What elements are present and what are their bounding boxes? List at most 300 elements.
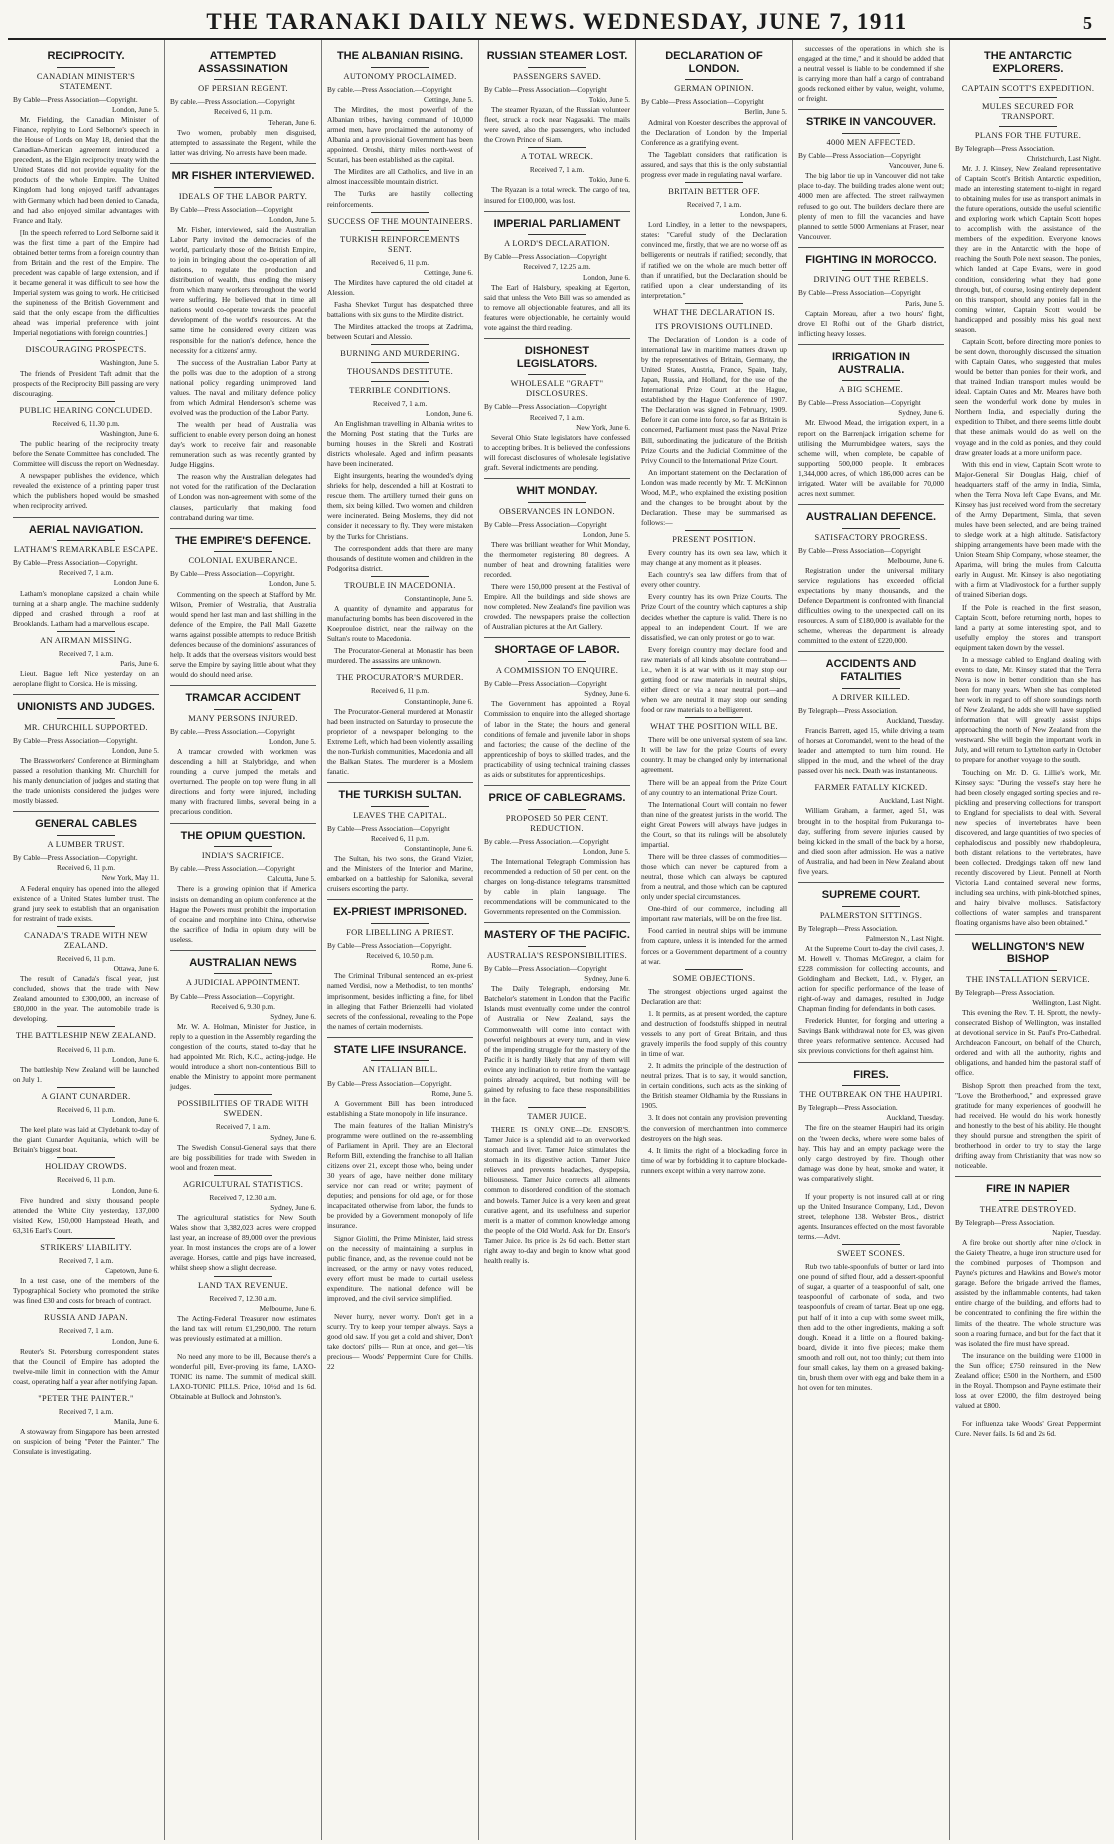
divider-rule (57, 1026, 115, 1027)
article-subheading: MULES SECURED FOR TRANSPORT. (981, 102, 1075, 122)
article-paragraph: The result of Canada's fiscal year, just concluded, shows that the trade with New Zealand amounted to £300,000, an increase of £80,000 in the year. The automobile trade is developing. (13, 974, 159, 1024)
article-dateline: London, June 5. (111, 746, 159, 756)
article-subheading: THE PROCURATOR'S MURDER. (336, 673, 464, 683)
news-column-5 (636, 40, 793, 1840)
divider-rule (57, 835, 115, 836)
article-headline: RUSSIAN STEAMER LOST. (486, 50, 628, 62)
article-dateline: By Cable—Press Association—Copyright (327, 823, 450, 833)
divider-rule (214, 1094, 272, 1095)
article-dateline: By Cable—Press Association—Copyright (484, 519, 607, 529)
article-dateline: Received 6, 9.30 p.m. (211, 1001, 275, 1011)
article-headline: AERIAL NAVIGATION. (28, 523, 144, 536)
divider-rule (57, 401, 115, 402)
article-dateline: Received 6, 11 p.m. (370, 833, 430, 843)
article-paragraph: There were 150,000 present at the Festival of Empire. All the buildings and side shows are now completed. New Zealand's fine pavilion was crowded. The newspapers praise the collection of Australian pictures at the Art Gallery. (484, 582, 630, 632)
divider-rule (57, 1087, 115, 1088)
divider-rule (528, 946, 586, 947)
divider-rule (528, 234, 586, 235)
divider-rule (685, 717, 743, 718)
article-subheading: TERRIBLE CONDITIONS. (349, 385, 451, 395)
article-headline: THE OPIUM QUESTION. (180, 829, 306, 842)
article-dateline: Ottawa, June 6. (113, 964, 159, 974)
divider-rule (57, 631, 115, 632)
article-dateline: Melbourne, June 6. (259, 1303, 316, 1313)
article-subheading: MANY PERSONS INJURED. (188, 713, 298, 723)
article-dateline: By cable.—Press Association.—Copyright (170, 864, 295, 874)
article-paragraph: Commenting on the speech at Stafford by Mr. Wilson, Premier of Westralia, that Australia would spend her last man and last shilling in the defence of the Empire, the Pall Mall Gazette warns against possible attempts to reduce British defences because of the dominions' assurances of help. It adds that the overseas visitors would best serve the Empire by saying little about what they would do should need arise. (170, 589, 316, 680)
article-divider (484, 338, 630, 339)
article-dateline: By cable.—Press Association.—Copyright (170, 726, 295, 736)
article-headline: MASTERY OF THE PACIFIC. (484, 929, 630, 942)
divider-rule (842, 906, 900, 907)
article-paragraph: There will be one universal system of sea law. It will be law for the prize Courts of every country. It may be changed only by international agreement. (641, 735, 787, 775)
article-divider (484, 785, 630, 786)
article-divider (327, 782, 473, 783)
article-subheading: COLONIAL EXUBERANCE. (188, 556, 298, 566)
article-paragraph: A fire broke out shortly after nine o'clock in the Gaiety Theatre, a huge iron structure used for the combined purposes of Thompson and Payne's pictures and Hawkins and Bowe's motor garage. Before the brigade arrived the flames, assisted by the inflammable contents, had taken entire charge of the building, and efforts had to be concentrated to confining the fire within the limits of the theatre. The whole structure was soon a roaring furnace, and but for the fact that it was isolated the fire must have spread. (955, 1238, 1101, 1348)
article-dateline: By Cable—Press Association—Copyright. (327, 941, 452, 951)
article-dateline: By Cable—Press Association—Copyright. (13, 853, 138, 863)
article-paragraph: There will be three classes of commodities—those which can never be captured from a neutral, those which can always be captured from a neutral, and those which can be captured only under special circumstances. (641, 851, 787, 902)
article-subheading: WHAT THE DECLARATION IS. (653, 307, 775, 317)
article-paragraph: Admiral von Koester describes the approval of the Declaration of London by the Imperial Conference as a gratifying event. (641, 117, 787, 147)
article-subheading: FOR LIBELLING A PRIEST. (346, 928, 454, 938)
divider-rule (214, 551, 272, 552)
article-headline: FIRE IN NAPIER (986, 1183, 1070, 1196)
article-headline: DISHONEST LEGISLATORS. (516, 344, 598, 370)
article-subheading: SOME OBJECTIONS. (672, 973, 756, 983)
article-subheading: AUTONOMY PROCLAIMED. (343, 71, 457, 81)
article-subheading: AUSTRALIA'S RESPONSIBILITIES. (486, 950, 628, 960)
article-paragraph: The International Court will contain no fewer than nine of the greatest jurists in the world. The eight Great Powers will always have judges in the Court, so that its rulings will be absolutely impartial. (641, 799, 787, 849)
article-paragraph: A quantity of dynamite and apparatus for manufacturing bombs has been discovered in the Koeprouloe district, near the railway on the Sultan's route to Macedonia. (327, 603, 473, 644)
article-paragraph: With this end in view, Captain Scott wrote to Major-General Sir Douglas Haig, chief of headquarters staff of the army in India, Simla, when the Terra Nova left Cape Evans, and Mr. Kinsey has just received word from the secretary of the Army Department, Simla, that seven mules have been selected, and are being trained to sledge work at a high altitude. Satisfactory shipping arrangements have been made with the Union Steam Ship Company, whose steamer, the Aparima, will bring the mules from Calcutta early in August. Mr. Kinsey is also negotiating with a firm at Vladivostock for a further supply of trained Siberian dogs. (955, 459, 1101, 600)
divider-rule (842, 1244, 900, 1245)
article-paragraph: Fasha Shevket Turgut has despatched three battalions with six guns to the Mirdite district. (327, 300, 473, 320)
article-dateline: Received 6, 11 p.m. (56, 863, 116, 873)
article-paragraph: The International Telegraph Commission has recommended a reduction of 50 per cent. on the charges on long-distance telegrams transmitted by cable in plain language. The recommendations will be communicated to the Governments represented on the Commission. (484, 856, 630, 917)
article-divider (484, 478, 630, 479)
divider-rule (371, 381, 429, 382)
article-divider (13, 517, 159, 518)
article-paragraph: A Federal enquiry has opened into the alleged existence of a United States lumber trust. The grand jury seek to establish that an organisation for restraint of trade exists. (13, 883, 159, 923)
article-headline: WELLINGTON'S NEW BISHOP (971, 940, 1085, 966)
divider-rule (842, 133, 900, 134)
article-dateline: Received 7, 1 a.m. (215, 1122, 271, 1132)
article-subheading: AN ITALIAN BILL. (362, 1065, 438, 1075)
article-dateline: Rome, June 6. (431, 961, 473, 971)
article-dateline: Received 7, 1 a.m. (58, 1255, 114, 1265)
divider-rule (371, 923, 429, 924)
article-dateline: Received 6, 11 p.m. (56, 1044, 116, 1054)
article-dateline: London, June 5. (268, 736, 316, 746)
article-dateline: Melbourne, June 6. (887, 555, 944, 565)
article-divider (327, 1037, 473, 1038)
article-paragraph: 2. It admits the principle of the destruction of neutral prizes. That is to say, it would sanction, in certain conditions, such acts as the sinking of the British steamer Oldhamia by the Russians in 1905. (641, 1061, 787, 1111)
article-dateline: Received 6, 11 p.m. (370, 257, 430, 267)
article-dateline: By Cable—Press Association—Copyright. (170, 991, 295, 1001)
article-paragraph: The battleship New Zealand will be launched on July 1. (13, 1064, 159, 1084)
divider-rule (214, 973, 272, 974)
divider-rule (528, 374, 586, 375)
article-divider (955, 1176, 1101, 1177)
masthead (8, 0, 1106, 40)
article-headline: DECLARATION OF LONDON. (665, 50, 763, 75)
article-paragraph: Every country has its own Prize Courts. The Prize Court of the country which captures a ship decides whether the capture is valid. There is no appeal to an independent Court. If we are dissatisfied, we can only protest or go to war. (641, 592, 787, 642)
article-dateline: By Cable—Press Association—Copyright (798, 545, 921, 555)
article-dateline: Washington, June 6. (100, 428, 159, 438)
article-dateline: By Cable—Press Association—Copyright. (13, 94, 138, 104)
article-headline: UNIONISTS AND JUDGES. (17, 701, 155, 714)
article-paragraph: The Mirdites have captured the old citadel at Alession. (327, 278, 473, 298)
article-paragraph: Captain Scott, before directing more ponies to be sent down, thoroughly discussed the situation with Captain Oates, who suggested that mules would be better than ponies for their work, and that trained Indian transport mules would be ideal. Captain Oates and Mr. Meares have both seen the wonderful work done by mules in Northern India, and especially during the expedition to Thibet, and there seems little doubt that these animals would do as well on the voyage and in the cold as ponies, and they could draw greater loads at a more uniform pace. (955, 336, 1101, 457)
article-subheading: "PETER THE PAINTER." (38, 1393, 134, 1403)
article-subheading: THOUSANDS DESTITUTE. (346, 367, 454, 377)
article-dateline: By Telegraph—Press Association. (798, 923, 898, 933)
article-paragraph: An Englishman travelling in Albania writes to the Morning Post stating that the Turks are burning houses in the Skreli and Kostrati districts wholesale. Aged and infirm peasants have been incinerated. (327, 418, 473, 469)
divider-rule (999, 79, 1057, 80)
article-paragraph: 3. It does not contain any provision preventing the conversion of merchantmen into commerce destroyers on the high seas. (641, 1113, 787, 1143)
article-dateline: By Cable—Press Association—Copyright. (13, 558, 138, 568)
article-dateline: Received 7, 1 a.m. (529, 165, 585, 175)
article-paragraph: An important statement on the Declaration of London was made recently by Mr. T. McKinnon Wood, M.P., who explained the existing position and the changes to be brought about by the Declaration. These may be summarised as follows:— (641, 467, 787, 528)
divider-rule (57, 1389, 115, 1390)
article-dateline: By Cable—Press Association—Copyright. (170, 569, 295, 579)
divider-rule (371, 344, 429, 345)
article-dateline: Constantinople, June 5. (404, 593, 473, 603)
article-dateline: Berlin, June 5. (744, 107, 787, 117)
article-paragraph: 4. It limits the right of a blockading force in time of war by forbidding it to capture blockade-runners except within a very narrow zone. (641, 1145, 787, 1175)
article-subheading: 4000 MEN AFFECTED. (826, 138, 916, 148)
article-subheading: CAPTAIN SCOTT'S EXPEDITION. (961, 84, 1095, 94)
article-headline: IRRIGATION IN AUSTRALIA. (831, 350, 910, 376)
article-subheading: TURKISH REINFORCEMENTS SENT. (340, 234, 460, 254)
article-dateline: Received 7, 1 a.m. (529, 412, 585, 422)
article-dateline: Wellington, Last Night. (1032, 997, 1101, 1007)
article-paragraph: A newspaper publishes the evidence, which revealed the existence of a printing paper trust which the publishers hoped would be smashed when reciprocity arrived. (13, 471, 159, 511)
article-headline: AUSTRALIAN NEWS (189, 956, 297, 969)
article-divider (170, 950, 316, 951)
article-paragraph: The Procurator-General murdered at Monastir had been instructed on Saturday to prosecute the proprietor of a newspaper belonging to the Extreme Left, which had been violently assailing the non-Turkish communities, Macedonia and all the Balkan States. The murderer is a Moslem fanatic. (327, 706, 473, 777)
divider-rule (528, 809, 586, 810)
article-divider (484, 637, 630, 638)
article-dateline: Sydney, June 6. (270, 1011, 316, 1021)
news-columns (8, 40, 1106, 1840)
article-dateline: Received 6, 11 p.m. (213, 107, 273, 117)
article-subheading: OBSERVANCES IN LONDON. (499, 506, 615, 516)
article-dateline: Sydney, June 6. (898, 408, 944, 418)
article-paragraph: The Tageblatt considers that ratification is assured, and says that this is the only substantial progress ever made in regulating naval warfare. (641, 149, 787, 179)
article-paragraph: William Graham, a farmer, aged 51, was brought in to the hospital from Pukuranga to-day, suffering from severe injuries caused by being kicked in the small of the back by a horse, and died soon after admission. He was a native of Australia, and had been in New Zealand about five years. (798, 806, 944, 876)
article-subheading: SWEET SCONES. (837, 1249, 905, 1259)
divider-rule (528, 1107, 586, 1108)
article-subheading: A COMMISSION TO ENQUIRE. (495, 666, 619, 676)
article-paragraph: The Brassworkers' Conference at Birmingham passed a resolution thanking Mr. Churchill for his manly denunciation of judges and stating that the trade unionists considered the judges were mostly biassed. (13, 756, 159, 806)
article-dateline: By Cable—Press Association—Copyright (170, 204, 293, 214)
article-paragraph: The strongest objections urged against the Declaration are that: (641, 986, 787, 1006)
article-paragraph: [In the speech referred to Lord Selborne said it was the first time a part of the Empire had obtained better terms from a foreign country than from Britain and the rest of the Empire. The precedent was capable of large extension, and if it became general it was difficult to see how the Imperial system was going to work. He criticised the supineness of the British Government and said that the only escape from the difficulties ahead was imperial preference with joint Imperial negotiations with foreign countries.] (13, 227, 159, 338)
article-subheading: A LORD'S DECLARATION. (504, 239, 610, 249)
article-paragraph: The Earl of Halsbury, speaking at Egerton, said that unless the Veto Bill was so amended as to remove all objectionable features, and all its features were objectionable, he certainly would vote against the third reading. (484, 282, 630, 332)
article-dateline: By Telegraph—Press Association. (955, 987, 1055, 997)
article-dateline: Cettinge, June 5. (423, 94, 473, 104)
article-paragraph: successes of the operations in which she is engaged at the time," and it should be added that a neutral vessel is liable to be condemned if she is carrying more than half a cargo of contraband goods reckoned either by value, weight, volume, or freight. (798, 44, 944, 104)
divider-rule (528, 502, 586, 503)
news-column-3 (322, 40, 479, 1840)
article-subheading: SATISFACTORY PROGRESS. (814, 532, 928, 542)
article-subheading: WHAT THE POSITION WILL BE. (650, 722, 778, 732)
article-paragraph: Lord Lindley, in a letter to the newspapers, states: "Careful study of the Declaration convinced me, firstly, that we are no worse off as belligerents or neutrals if ratified; secondly, that if ratified we on the whole are much better off than if unratified, but the Declaration should be ratified upon a clear understanding of its interpretation." (641, 220, 787, 300)
article-divider (798, 1062, 944, 1063)
article-subheading: PRESENT POSITION. (672, 535, 756, 545)
divider-rule (57, 67, 115, 68)
article-paragraph: The main features of the Italian Ministry's programme were outlined on the re-assembling of Parliament in April. They are an Electoral Reform Bill, extending the franchise to all Italian citizens over 21, except those who, being under 30 years of age, have neither done military service nor can read or write; payment of deputies; and pensions for old age, or for those incapacitated otherwise from labor, the funds to be provided by a Government monopoly of life insurance. (327, 1120, 473, 1231)
article-paragraph: There will be an appeal from the Prize Court of any country to an international Prize Court. (641, 777, 787, 797)
article-paragraph: The reason why the Australian delegates had not voted for the ratification of the Declaration of London was non-agreement with some of the clauses, particularly that making food contraband during war time. (170, 472, 316, 522)
article-paragraph: Never hurry, never worry. Don't get in a scurry. Try to keep your temper always. Says a good old saw. If you get a cold and shiver, Don't take doctors' pills— Run at once, and get—'tis precious— Woods' Peppermint Cure for Chills. 22 (327, 1311, 473, 1372)
article-paragraph: There was brilliant weather for Whit Monday, the thermometer registering 80 degrees. A number of heat and drowning fatalities were recorded. (484, 539, 630, 580)
divider-rule (57, 540, 115, 541)
article-headline: RECIPROCITY. (47, 50, 125, 62)
divider-rule (371, 212, 429, 213)
article-subheading: LAND TAX REVENUE. (197, 1280, 289, 1290)
divider-rule (214, 1276, 272, 1277)
article-paragraph: Registration under the universal military service regulations has exceeded official expectations by many thousands, and the Defence Department is confronted with financial difficulties owing to the unexpected call on its resources. A sum of £180,000 is available for the scheme, whereas the department is already committed to the extent of £220,000. (798, 565, 944, 646)
article-paragraph: The success of the Australian Labor Party at the polls was due to the adoption of a strong national policy regarding unimproved land values. The naval and military defence policy from which Admiral Henderson's scheme was evolved was the production of the Labor Party. (170, 357, 316, 417)
article-paragraph: Several Ohio State legislators have confessed to accepting bribes. It is believed the confessions will forecast disclosures of wholesale legislative graft. Several indictments are pending. (484, 432, 630, 472)
article-paragraph: There is a growing opinion that if America insists on demanding an opium conference at the Hague the Powers must prohibit the importation of cocaine and morphine into China, otherwise the sacrifice of India in opium duty will be useless. (170, 884, 316, 944)
article-divider (955, 934, 1101, 935)
divider-rule (999, 1200, 1057, 1201)
article-headline: THE ANTARCTIC EXPLORERS. (984, 50, 1072, 75)
article-subheading: CANADIAN MINISTER'S STATEMENT. (36, 71, 136, 91)
article-dateline: Capetown, June 6. (105, 1266, 159, 1276)
article-dateline: Washington, June 5. (100, 358, 159, 368)
article-dateline: Received 6, 11 p.m. (56, 1104, 116, 1114)
divider-rule (842, 528, 900, 529)
article-headline: PRICE OF CABLEGRAMS. (488, 791, 626, 804)
article-paragraph: A Government Bill has been introduced establishing a State monopoly in life insurance. (327, 1098, 473, 1118)
article-paragraph: The Procurator-General at Monastir has been murdered. The assassins are unknown. (327, 646, 473, 666)
article-paragraph: One-third of our commerce, including all important raw materials, will be on the free list. (641, 904, 787, 924)
article-dateline: Calcutta, June 5. (267, 874, 316, 884)
divider-rule (371, 67, 429, 68)
article-paragraph: The big labor tie up in Vancouver did not take place to-day. The building trades alone went out; 4000 men are affected. The street railwaymen refused to go out. The builders declare there are plenty of men to fill the vacancies and have planned to settle 5000 Armenians at Fraser, near Vancouver. (798, 171, 944, 241)
article-subheading: WHOLESALE "GRAFT" DISCLOSURES. (510, 379, 604, 399)
divider-rule (528, 147, 586, 148)
article-paragraph: Mr. Fisher, interviewed, said the Australian Labor Party invited the democracies of the world, particularly those of the British Empire, to join in bringing about the co-operation of all nations, to regulate the production and distribution of wealth, thus ending the misery from which many workers throughout the world were suffering. He believed that in time all nations would co-operate towards the peaceful development of the world's resources. At the same time he considered every citizen was responsible for the nation's defence, hence the necessity for a citizens' army. (170, 224, 316, 355)
divider-rule (371, 668, 429, 669)
article-subheading: CANADA'S TRADE WITH NEW ZEALAND. (24, 930, 148, 950)
article-headline: STRIKE IN VANCOUVER. (806, 116, 936, 129)
article-paragraph: In a test case, one of the members of the Typographical Society who promoted the strike was fined £30 and costs for breach of contract. (13, 1276, 159, 1306)
article-dateline: London, June 6. (425, 408, 473, 418)
article-dateline: Constantinople, June 6. (404, 696, 473, 706)
article-dateline: London, June 6. (111, 1054, 159, 1064)
divider-rule (57, 1157, 115, 1158)
article-dateline: Sydney, June 6. (270, 1203, 316, 1213)
article-dateline: Napier, Tuesday. (1052, 1227, 1101, 1237)
article-paragraph: For influenza take Woods' Great Peppermint Cure. Never fails. Is 6d and 2s 6d. (955, 1419, 1101, 1439)
divider-rule (371, 576, 429, 577)
article-subheading: A JUDICIAL APPOINTMENT. (185, 978, 301, 988)
divider-rule (685, 969, 743, 970)
article-subheading: PALMERSTON SITTINGS. (819, 910, 923, 920)
article-subheading: INDIA'S SACRIFICE. (201, 851, 285, 861)
article-divider (798, 109, 944, 110)
article-paragraph: Mr. Elwood Mead, the irrigation expert, in a report on the Barrenjack irrigation scheme for utilising the Murrumbidgee waters, says the scheme will, when complete, be capable of supporting 500,000 people. It embraces 1,344,000 acres, of which 186,000 acres can be irrigated. Water will be available for 70,000 acres next summer. (798, 418, 944, 498)
article-dateline: London, June 5. (582, 846, 630, 856)
article-dateline: By cable.—Press Association.—Copyright (327, 84, 452, 94)
article-dateline: London June 6. (113, 578, 159, 588)
article-paragraph: Lieut. Bague left Nice yesterday on an aeroplane flight to Corsica. He is missing. (13, 669, 159, 689)
article-paragraph: Each country's sea law differs from that of every other country. (641, 570, 787, 590)
article-headline: IMPERIAL PARLIAMENT (493, 217, 621, 230)
article-headline: TRAMCAR ACCIDENT (185, 692, 301, 705)
article-dateline: By Cable—Press Association—Copyright (798, 398, 921, 408)
news-column-2 (165, 40, 322, 1840)
article-divider (170, 685, 316, 686)
article-subheading: AN AIRMAN MISSING. (40, 635, 132, 645)
article-dateline: Received 7, 12.30 a.m. (209, 1293, 277, 1303)
article-headline: THE TURKISH SULTAN. (338, 789, 462, 802)
article-dateline: Received 6, 11 p.m. (56, 953, 116, 963)
article-paragraph: The Swedish Consul-General says that there are big possibilities for trade with Sweden in wool and frozen meat. (170, 1142, 316, 1172)
article-paragraph: A tramcar crowded with workmen was descending a hill at Stalybridge, and when rounding a curve jumped the metals and overturned. The people on top were flung in all directions and forty were injured, including many with fractured limbs, several being in a precarious condition. (170, 747, 316, 817)
article-dateline: New York, June 6. (576, 422, 630, 432)
divider-rule (371, 230, 429, 231)
article-dateline: By Cable—Press Association—Copyright. (327, 1078, 452, 1088)
article-dateline: Received 7, 1 a.m. (686, 200, 742, 210)
article-dateline: By Telegraph—Press Association. (955, 143, 1055, 153)
article-dateline: London, June 6. (582, 272, 630, 282)
article-divider (170, 528, 316, 529)
article-dateline: Teheran, June 6. (268, 117, 316, 127)
article-dateline: London, June 6. (111, 1115, 159, 1125)
article-dateline: By Cable—Press Association—Copyright (484, 679, 607, 689)
divider-rule (57, 1238, 115, 1239)
article-dateline: By Cable—Press Association—Copyright (798, 288, 921, 298)
article-paragraph: The Declaration of London is a code of international law in maritime matters drawn up by the representatives of Britain, Germany, the United States, Austria, France, Spain, Italy, Japan, Russia, and Holland, for the use of the International Prize Court at the Hague, established by the Hague Conference of 1907. The Declaration was signed in February, 1909. Before it can come into force, so far as Britain is concerned, Parliament must pass the Naval Prize Bill, subordinating the judicature of the British Prize Courts and the Judicial Committee of the Privy Council to the International Prize Court. (641, 334, 787, 465)
article-divider (13, 811, 159, 812)
article-dateline: Auckland, Tuesday. (886, 715, 944, 725)
divider-rule (371, 1060, 429, 1061)
article-subheading: PROPOSED 50 PER CENT. REDUCTION. (505, 813, 609, 833)
divider-rule (214, 187, 272, 188)
article-paragraph: No need any more to be ill, Because there's a wonderful pill, Ever-proving its fame, LAXO-TONIC its name. The summit of medical skill. LAXO-TONIC PILLS. Price, 10½d and 1s 6d. Obtainable at Bullock and Johnston's. (170, 1352, 316, 1402)
masthead-title: THE TARANAKI DAILY NEWS. WEDNESDAY, JUNE 7, 1911 (206, 9, 908, 34)
article-dateline: Tokio, June 5. (588, 94, 630, 104)
article-subheading: POSSIBILITIES OF TRADE WITH SWEDEN. (177, 1099, 309, 1119)
divider-rule (57, 718, 115, 719)
article-paragraph: The public hearing of the reciprocity treaty before the Senate Committee has concluded. The Committee will discuss the report on Wednesday. (13, 439, 159, 469)
article-paragraph: The Daily Telegraph, endorsing Mr. Batchelor's statement in London that the Pacific Islands must eventually come under the control of Australia or New Zealand, says the Commonwealth will come into contact with powerful neighbours at every turn, and in view of the impending struggle for the mastery of the Pacific it is hardly likely that any of them will evince any inclination to retire from the vantage points already acquired, but nothing will be gained by refusing to face these responsibilities in the face. (484, 984, 630, 1104)
article-dateline: Sydney, June 6. (584, 974, 630, 984)
article-subheading: SUCCESS OF THE MOUNTAINEERS. (327, 216, 473, 226)
article-divider (170, 163, 316, 164)
article-paragraph: The Turks are hastily collecting reinforcements. (327, 189, 473, 209)
article-divider (798, 882, 944, 883)
article-headline: MR FISHER INTERVIEWED. (171, 169, 315, 182)
article-paragraph: Food carried in neutral ships will be immune from capture, unless it is intended for the armed forces or a Government department of a country at war. (641, 926, 787, 966)
article-headline: WHIT MONDAY. (516, 484, 598, 497)
divider-rule (57, 1308, 115, 1309)
article-dateline: Received 7, 12.25 a.m. (523, 262, 591, 272)
article-subheading: THE OUTBREAK ON THE HAUPIRI. (799, 1090, 943, 1100)
article-paragraph: The insurance on the building were £1000 in the Sun office; £750 reinsured in the New Zealand office; £500 in the Northern, and £500 in the Royal. Thompson and Payne estimate their loss at over £2000, the film destroyed being valued at £800. (955, 1350, 1101, 1411)
article-subheading: PLANS FOR THE FUTURE. (974, 130, 1082, 140)
article-dateline: Received 7, 12.30 a.m. (209, 1192, 277, 1202)
article-headline: STATE LIFE INSURANCE. (333, 1043, 467, 1056)
article-headline: THE EMPIRE'S DEFENCE. (175, 534, 311, 547)
article-dateline: By Telegraph—Press Association. (955, 1217, 1055, 1227)
article-paragraph: If the Pole is reached in the first season, Captain Scott, before returning north, hopes to land a party at some interesting spot, and to usefully employ the stores and transport equipment taken down by the vessel. (955, 602, 1101, 652)
article-divider (798, 247, 944, 248)
article-subheading: TAMER JUICE. (527, 1112, 587, 1121)
article-subheading: PASSENGERS SAVED. (513, 71, 601, 81)
article-subheading: HOLIDAY CROWDS. (45, 1162, 127, 1172)
article-dateline: Received 6, 11 p.m. (370, 686, 430, 696)
article-subheading: A BIG SCHEME. (838, 385, 904, 395)
news-column-6 (793, 40, 950, 1840)
article-dateline: London, June 6. (111, 1336, 159, 1346)
article-subheading: A DRIVER KILLED. (831, 692, 911, 702)
article-paragraph: The wealth per head of Australia was sufficient to enable every person doing an honest day's work to receive fair and reasonable remuneration such as was recently granted by Judge Higgins. (170, 420, 316, 470)
article-paragraph: Reuter's St. Petersburg correspondent states that the Council of Empire has adopted the twelve-mile limit in connection with the Amur coast, operating half a year after notifying Japan. (13, 1346, 159, 1386)
article-dateline: Constantinople, June 6. (404, 844, 473, 854)
article-dateline: Auckland, Last Night. (879, 796, 944, 806)
article-dateline: By Cable—Press Association—Copyright (484, 84, 607, 94)
divider-rule (528, 67, 586, 68)
article-paragraph: Touching on Mr. D. G. Lillie's work, Mr. Kinsey says: "During the vessel's stay here he had been closely engaged sorting species and re-pickling and preserving collections for transport to England for specialists to deal with. Several new species of invertebrates have been discovered, and large quantities of two species of cephalodiscus and possibly new rhabdopleura, both distant relations to the vertebrates, have been collected. Dredgings taken off new land recently discovered by Lieut. Pennell at North Victoria Land contained several new forms, including sea urchins, with pink-blotched spines, and hairy bivalve molluscs. Satisfactory collections of water samples and transparent floating organisms have also been obtained." (955, 767, 1101, 928)
article-subheading: A TOTAL WRECK. (520, 152, 594, 162)
article-dateline: London, June 5. (268, 214, 316, 224)
divider-rule (999, 97, 1057, 98)
article-subheading: RUSSIA AND JAPAN. (44, 1313, 128, 1323)
article-dateline: Auckland, Tuesday. (886, 1113, 944, 1123)
divider-rule (371, 806, 429, 807)
article-divider (798, 651, 944, 652)
article-dateline: London, June 5. (268, 579, 316, 589)
article-dateline: Paris, June 5. (905, 298, 944, 308)
article-dateline: Received 7, 1 a.m. (58, 1326, 114, 1336)
article-dateline: By Cable—Press Association—Copyright. (13, 735, 138, 745)
divider-rule (528, 661, 586, 662)
article-divider (170, 823, 316, 824)
article-subheading: OF PERSIAN REGENT. (198, 84, 288, 94)
article-dateline: By Telegraph—Press Association. (798, 1103, 898, 1113)
article-dateline: London, June 6. (111, 1185, 159, 1195)
article-paragraph: Two women, probably men disguised, attempted to assassinate the Regent, while the latter was driving. No arrests have been made. (170, 127, 316, 157)
article-paragraph: Francis Barrett, aged 15, while driving a team of horses at Coromandel, went to the head of the leader and attempted to turn him round. He slipped in the mud, and the wheel of the dray passed over his neck. Death was instantaneous. (798, 725, 944, 776)
article-subheading: TROUBLE IN MACEDONIA. (344, 580, 456, 590)
article-paragraph: Latham's monoplane capsized a chain while turning at a sharp angle. The machine suddenly dipped and crashed through a roof at Brooklands. Latham had a marvellous escape. (13, 588, 159, 628)
article-dateline: By Cable—Press Association—Copyright (484, 964, 607, 974)
divider-rule (842, 270, 900, 271)
article-paragraph: The Acting-Federal Treasurer now estimates the land tax will return £1,290,000. The return was previously estimated at a million. (170, 1313, 316, 1343)
article-divider (484, 922, 630, 923)
article-subheading: IDEALS OF THE LABOR PARTY. (178, 191, 308, 201)
divider-rule (842, 380, 900, 381)
article-subheading: LEAVES THE CAPITAL. (353, 810, 447, 820)
divider-rule (214, 709, 272, 710)
article-dateline: By Cable—Press Association—Copyright (798, 151, 921, 161)
article-subheading: AGRICULTURAL STATISTICS. (182, 1179, 304, 1189)
divider-rule (842, 688, 900, 689)
news-column-4 (479, 40, 636, 1840)
article-paragraph: The Ryazan is a total wreck. The cargo of tea, insured for £100,000, was lost. (484, 185, 630, 205)
article-dateline: By Cable—Press Association—Copyright (641, 97, 764, 107)
